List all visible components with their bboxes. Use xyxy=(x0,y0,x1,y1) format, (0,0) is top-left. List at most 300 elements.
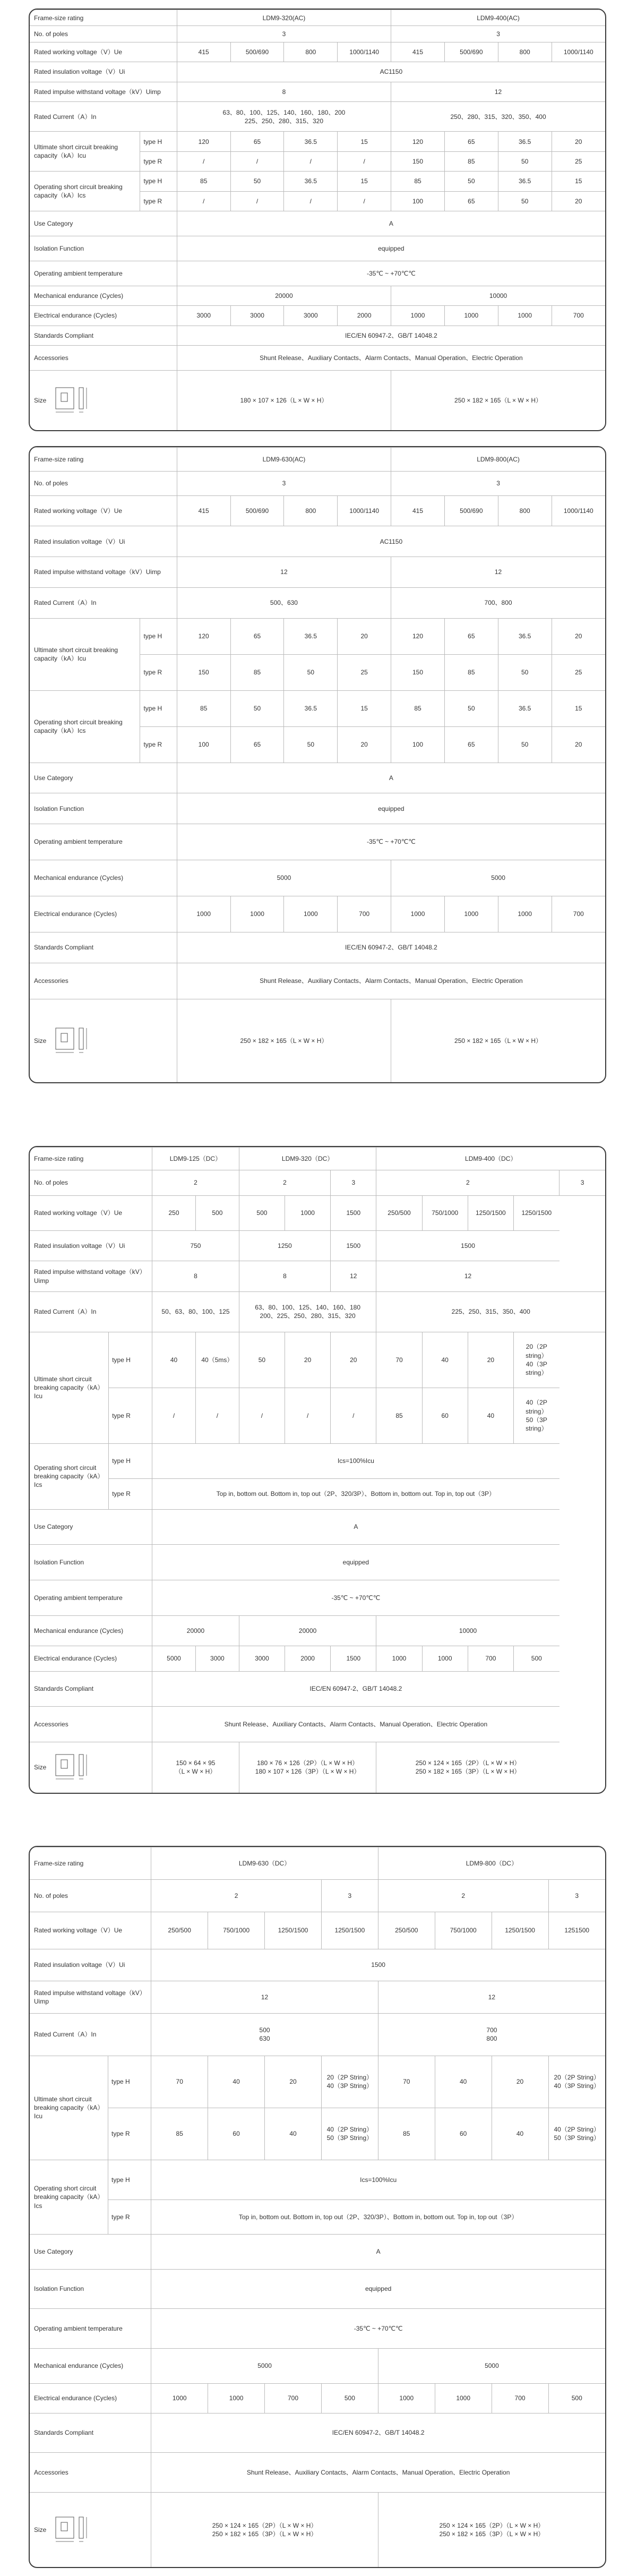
table-cell: Shunt Release、Auxiliary Contacts、Alarm Contacts、Manual Operation、Electric Operation xyxy=(177,346,605,371)
table-cell: 250 xyxy=(152,1195,196,1231)
table-cell: 700 800 xyxy=(378,2014,605,2056)
table-row xyxy=(30,2383,605,2413)
table-cell: 20（2P String） 40（3P String） xyxy=(548,2056,605,2108)
table-row xyxy=(30,2269,605,2309)
table-cell: 415 xyxy=(391,495,445,526)
size-label: Size xyxy=(34,1037,47,1045)
row-label-use-category: Use Category xyxy=(30,763,177,793)
table-cell: 1000 xyxy=(444,896,498,932)
table-cell: 1000 xyxy=(151,2383,208,2413)
table-cell: 700 xyxy=(338,896,391,932)
table-cell: 20000 xyxy=(239,1615,376,1646)
table-cell: -35℃ ~ +70℃℃ xyxy=(177,824,605,860)
table-cell: 150 xyxy=(391,151,445,171)
breaker-size-drawing-icon xyxy=(54,386,91,415)
table-cell: Shunt Release、Auxiliary Contacts、Alarm Contacts、Manual Operation、Electric Operation xyxy=(177,963,605,999)
table-row xyxy=(30,860,605,896)
table-row xyxy=(30,1261,605,1291)
table-cell: 40 xyxy=(492,2108,548,2160)
table-cell: 700 xyxy=(552,896,605,932)
table-cell: 65 xyxy=(230,132,284,151)
row-label-rated-impulse-withstand-voltage-kv-uimp: Rated impulse withstand voltage（kV）Uimp xyxy=(30,1261,152,1291)
table-cell: 15 xyxy=(338,690,391,726)
table-cell: 50 xyxy=(230,172,284,191)
table-row xyxy=(30,1388,605,1443)
table-cell: 60 xyxy=(208,2108,265,2160)
table-row xyxy=(30,1509,605,1545)
row-label-mechanical-endurance-cycles: Mechanical endurance (Cycles) xyxy=(30,860,177,896)
table-row xyxy=(30,1231,605,1261)
table-cell: 70 xyxy=(378,2056,435,2108)
table-row xyxy=(30,1981,605,2014)
table-cell: 10000 xyxy=(376,1615,559,1646)
table-cell: 500/690 xyxy=(230,495,284,526)
breaker-size-drawing-icon xyxy=(54,1026,91,1056)
table-cell: 1000/1140 xyxy=(552,42,605,62)
table-row xyxy=(30,2349,605,2383)
table-cell: / xyxy=(338,191,391,211)
sub-label: type H xyxy=(140,690,177,726)
table-cell: A xyxy=(151,2235,605,2269)
table-cell: LDM9-320(AC) xyxy=(177,10,391,26)
table-cell: 1000 xyxy=(391,896,445,932)
table-cell: 12 xyxy=(331,1261,376,1291)
table-cell: 3 xyxy=(559,1170,605,1195)
table-cell: IEC/EN 60947-2、GB/T 14048.2 xyxy=(151,2413,605,2453)
table-cell: 250 × 182 × 165（L × W × H） xyxy=(391,370,605,430)
table-cell: 500、630 xyxy=(177,587,391,618)
table-cell: IEC/EN 60947-2、GB/T 14048.2 xyxy=(152,1671,559,1707)
sub-label: type H xyxy=(108,2056,151,2108)
table-cell: 60 xyxy=(435,2108,492,2160)
table-row xyxy=(30,2160,605,2200)
row-label-use-category: Use Category xyxy=(30,1509,152,1545)
table-cell: 1500 xyxy=(331,1195,376,1231)
table-cell: AC1150 xyxy=(177,526,605,557)
table-cell: 10000 xyxy=(391,286,605,305)
row-label-rated-insulation-voltage-v-ui: Rated insulation voltage（V）Ui xyxy=(30,62,177,82)
table-cell: 500 xyxy=(513,1646,559,1671)
table-cell: 63、80、100、125、140、160、180、200 225、250、280、315、320 xyxy=(177,102,391,132)
row-label-frame-size-rating: Frame-size rating xyxy=(30,1847,151,1880)
table-cell: LDM9-630（DC） xyxy=(151,1847,378,1880)
table-cell: equipped xyxy=(151,2269,605,2309)
table-cell: 65 xyxy=(444,132,498,151)
table-cell: 1500 xyxy=(331,1646,376,1671)
table-cell: 1000 xyxy=(444,306,498,326)
table-row xyxy=(30,211,605,236)
table-cell: Shunt Release、Auxiliary Contacts、Alarm Contacts、Manual Operation、Electric Operation xyxy=(152,1707,559,1742)
table-cell: 20 xyxy=(338,726,391,763)
table-row xyxy=(30,1332,605,1388)
table-cell: 36.5 xyxy=(498,690,552,726)
table-cell: 5000 xyxy=(391,860,605,896)
row-label-standards-compliant: Standards Compliant xyxy=(30,2413,151,2453)
table-row xyxy=(30,306,605,326)
table-row xyxy=(30,1879,605,1912)
table-cell: 2 xyxy=(152,1170,239,1195)
row-label-rated-insulation-voltage-v-ui: Rated insulation voltage（V）Ui xyxy=(30,1949,151,1981)
size-label: Size xyxy=(34,2526,47,2534)
table-cell: 12 xyxy=(391,557,605,588)
table-cell: 65 xyxy=(230,726,284,763)
table-cell: Top in, bottom out. Bottom in, top out（2P、320/3P）、Bottom in, bottom out. Top in, top out（3P） xyxy=(151,2200,605,2234)
table-cell: 415 xyxy=(177,495,230,526)
table-cell: 40（5ms） xyxy=(195,1332,239,1388)
table-row xyxy=(30,42,605,62)
table-cell: 3 xyxy=(548,1879,605,1912)
table-cell: 50 xyxy=(284,726,338,763)
row-label-isolation-function: Isolation Function xyxy=(30,793,177,824)
table-cell: / xyxy=(284,151,338,171)
table-cell: 15 xyxy=(338,132,391,151)
table-cell: 85 xyxy=(378,2108,435,2160)
table-cell: A xyxy=(177,211,605,236)
row-label-mechanical-endurance-cycles: Mechanical endurance (Cycles) xyxy=(30,2349,151,2383)
table-cell: / xyxy=(177,151,230,171)
sub-label: type H xyxy=(140,618,177,654)
row-label-electrical-endurance-cycles: Electrical endurance (Cycles) xyxy=(30,896,177,932)
table-row xyxy=(30,326,605,345)
table-cell: LDM9-630(AC) xyxy=(177,448,391,472)
table-cell: 250/500 xyxy=(378,1912,435,1949)
table-cell: 20 xyxy=(552,726,605,763)
spec-table-panel-2 xyxy=(29,446,606,1083)
table-row xyxy=(30,1479,605,1509)
table-cell: 100 xyxy=(391,191,445,211)
table-cell: / xyxy=(177,191,230,211)
row-label-frame-size-rating: Frame-size rating xyxy=(30,1148,152,1170)
table-cell: 15 xyxy=(552,690,605,726)
row-label-ultimate-short-circuit-breaking-capacity: Ultimate short circuit breaking capacity（kA）Icu xyxy=(30,618,140,690)
table-cell: LDM9-800（DC） xyxy=(378,1847,605,1880)
table-row xyxy=(30,132,605,151)
table-row xyxy=(30,1949,605,1981)
row-label-electrical-endurance-cycles: Electrical endurance (Cycles) xyxy=(30,1646,152,1671)
table-cell: 85 xyxy=(177,172,230,191)
table-cell: 50 xyxy=(498,654,552,690)
table-cell: / xyxy=(331,1388,376,1443)
table-cell: 70 xyxy=(151,2056,208,2108)
table-cell: 50 xyxy=(498,151,552,171)
table-row xyxy=(30,261,605,286)
table-row xyxy=(30,370,605,430)
table-cell: 3 xyxy=(177,472,391,495)
table-cell: 700、800 xyxy=(391,587,605,618)
row-label-mechanical-endurance-cycles: Mechanical endurance (Cycles) xyxy=(30,286,177,305)
table-cell: 1000 xyxy=(230,896,284,932)
table-row xyxy=(30,1580,605,1615)
row-label-operating-short-circuit-breaking-capacit: Operating short circuit breaking capacity（kA）Ics xyxy=(30,2160,108,2234)
table-cell: 60 xyxy=(422,1388,468,1443)
spec-table-panel-1 xyxy=(29,8,606,431)
table-cell: 63、80、100、125、140、160、180 200、225、250、280、315、320 xyxy=(239,1291,376,1332)
table-cell: 1000/1140 xyxy=(338,495,391,526)
table-cell: 1000 xyxy=(391,306,445,326)
breaker-size-drawing-icon xyxy=(54,1752,91,1782)
table-cell: 120 xyxy=(391,618,445,654)
table-cell: 1000 xyxy=(177,896,230,932)
spec-table-panel-4 xyxy=(29,1846,606,2568)
row-label-isolation-function: Isolation Function xyxy=(30,1545,152,1580)
table-cell: 20（2P string） 40（3P string） xyxy=(513,1332,559,1388)
sub-label: type H xyxy=(140,172,177,191)
table-cell: equipped xyxy=(177,793,605,824)
breaker-size-drawing-icon xyxy=(54,2515,91,2545)
row-label-isolation-function: Isolation Function xyxy=(30,236,177,261)
table-cell: 120 xyxy=(177,132,230,151)
size-label: Size xyxy=(34,1764,47,1771)
table-cell: 3 xyxy=(321,1879,378,1912)
spec-table xyxy=(30,10,605,430)
table-cell: IEC/EN 60947-2、GB/T 14048.2 xyxy=(177,326,605,345)
table-cell: 40 xyxy=(208,2056,265,2108)
table-cell: 500 xyxy=(239,1195,285,1231)
table-cell: 1000 xyxy=(498,306,552,326)
table-cell: 180 × 76 × 126（2P）（L × W × H） 180 × 107 × 126（3P）（L × W × H） xyxy=(239,1742,376,1793)
row-label-operating-ambient-temperature: Operating ambient temperature xyxy=(30,824,177,860)
table-cell: 20 xyxy=(265,2056,322,2108)
table-row xyxy=(30,1671,605,1707)
size-label-cell xyxy=(30,370,177,430)
table-row xyxy=(30,1646,605,1671)
row-label-rated-impulse-withstand-voltage-kv-uimp: Rated impulse withstand voltage（kV）Uimp xyxy=(30,82,177,101)
table-cell: 250 × 182 × 165（L × W × H） xyxy=(391,999,605,1082)
table-cell: 750/1000 xyxy=(208,1912,265,1949)
table-cell: 8 xyxy=(239,1261,330,1291)
table-row xyxy=(30,1707,605,1742)
table-cell: 3 xyxy=(391,26,605,42)
row-label-ultimate-short-circuit-breaking-capacity: Ultimate short circuit breaking capacity（kA）Icu xyxy=(30,132,140,172)
table-cell: 2000 xyxy=(285,1646,331,1671)
table-cell: 250 × 124 × 165（2P）（L × W × H） 250 × 182 × 165（3P）（L × W × H） xyxy=(376,1742,559,1793)
table-cell: LDM9-800(AC) xyxy=(391,448,605,472)
table-cell: 12 xyxy=(391,82,605,101)
table-cell: 5000 xyxy=(378,2349,605,2383)
table-cell: 3 xyxy=(177,26,391,42)
row-label-operating-ambient-temperature: Operating ambient temperature xyxy=(30,261,177,286)
table-cell: 180 × 107 × 126（L × W × H） xyxy=(177,370,391,430)
table-cell: 3000 xyxy=(177,306,230,326)
table-cell: 1000 xyxy=(285,1195,331,1231)
table-cell: 65 xyxy=(444,618,498,654)
table-cell: 700 xyxy=(492,2383,548,2413)
row-label-rated-current-a-in: Rated Current（A）In xyxy=(30,2014,151,2056)
table-cell: 8 xyxy=(177,82,391,101)
table-cell: 120 xyxy=(391,132,445,151)
table-cell: 750/1000 xyxy=(422,1195,468,1231)
sub-label: type H xyxy=(109,1332,152,1388)
table-cell: 100 xyxy=(177,726,230,763)
table-cell: 12 xyxy=(177,557,391,588)
table-cell: -35℃ ~ +70℃℃ xyxy=(152,1580,559,1615)
table-cell: Shunt Release、Auxiliary Contacts、Alarm Contacts、Manual Operation、Electric Operation xyxy=(151,2453,605,2493)
table-cell: 40 xyxy=(265,2108,322,2160)
table-cell: LDM9-320（DC） xyxy=(239,1148,376,1170)
table-cell: 2000 xyxy=(338,306,391,326)
table-cell: IEC/EN 60947-2、GB/T 14048.2 xyxy=(177,932,605,963)
table-cell: 36.5 xyxy=(498,618,552,654)
row-label-rated-working-voltage-v-ue: Rated working voltage（V）Ue xyxy=(30,42,177,62)
table-row xyxy=(30,1148,605,1170)
row-label-rated-working-voltage-v-ue: Rated working voltage（V）Ue xyxy=(30,495,177,526)
table-row xyxy=(30,2235,605,2269)
table-cell: 36.5 xyxy=(284,690,338,726)
row-label-standards-compliant: Standards Compliant xyxy=(30,326,177,345)
size-label-cell xyxy=(30,2493,151,2567)
table-cell: 20000 xyxy=(177,286,391,305)
table-cell: 500/690 xyxy=(444,495,498,526)
table-cell: 36.5 xyxy=(284,132,338,151)
table-cell: 1000/1140 xyxy=(338,42,391,62)
table-row xyxy=(30,102,605,132)
table-cell: 2 xyxy=(239,1170,330,1195)
table-row xyxy=(30,286,605,305)
table-cell: A xyxy=(177,763,605,793)
row-label-mechanical-endurance-cycles: Mechanical endurance (Cycles) xyxy=(30,1615,152,1646)
table-cell: 500/690 xyxy=(444,42,498,62)
table-cell: -35℃ ~ +70℃℃ xyxy=(177,261,605,286)
table-cell: 40 xyxy=(468,1388,513,1443)
row-label-operating-short-circuit-breaking-capacit: Operating short circuit breaking capacity（kA）Ics xyxy=(30,172,140,211)
table-cell: 500 xyxy=(321,2383,378,2413)
table-cell: 3 xyxy=(331,1170,376,1195)
table-cell: LDM9-400(AC) xyxy=(391,10,605,26)
table-cell: 2 xyxy=(378,1879,548,1912)
table-cell: 3 xyxy=(391,472,605,495)
table-cell: 65 xyxy=(444,726,498,763)
table-cell: 85 xyxy=(391,172,445,191)
table-row xyxy=(30,472,605,495)
table-cell: 3000 xyxy=(195,1646,239,1671)
row-label-electrical-endurance-cycles: Electrical endurance (Cycles) xyxy=(30,306,177,326)
table-cell: 25 xyxy=(552,654,605,690)
table-cell: 85 xyxy=(151,2108,208,2160)
table-cell: LDM9-400（DC） xyxy=(376,1148,605,1170)
table-row xyxy=(30,1545,605,1580)
sub-label: type R xyxy=(140,726,177,763)
table-cell: 20 xyxy=(285,1332,331,1388)
table-cell: 85 xyxy=(230,654,284,690)
table-cell: 85 xyxy=(376,1388,422,1443)
table-cell: 20（2P String） 40（3P String） xyxy=(321,2056,378,2108)
table-cell: 20 xyxy=(552,618,605,654)
table-cell: 65 xyxy=(444,191,498,211)
table-cell: Ics=100%Icu xyxy=(151,2160,605,2200)
table-cell: 1251500 xyxy=(548,1912,605,1949)
table-cell: 1250/1500 xyxy=(492,1912,548,1949)
table-cell: 250、280、315、320、350、400 xyxy=(391,102,605,132)
table-cell: 1250/1500 xyxy=(513,1195,559,1231)
table-cell: 1000 xyxy=(435,2383,492,2413)
table-cell: 36.5 xyxy=(498,172,552,191)
spec-table xyxy=(30,447,605,1082)
table-cell: 5000 xyxy=(152,1646,196,1671)
sub-label: type R xyxy=(109,1388,152,1443)
table-cell: 20 xyxy=(552,132,605,151)
table-cell: equipped xyxy=(177,236,605,261)
table-row xyxy=(30,82,605,101)
table-cell: 700 xyxy=(552,306,605,326)
spec-table xyxy=(30,1847,605,2567)
table-cell: 70 xyxy=(376,1332,422,1388)
table-row xyxy=(30,1847,605,1880)
table-cell: 150 × 64 × 95 （L × W × H） xyxy=(152,1742,239,1793)
table-cell: 15 xyxy=(338,172,391,191)
row-label-standards-compliant: Standards Compliant xyxy=(30,932,177,963)
table-cell: 3000 xyxy=(284,306,338,326)
table-cell: 120 xyxy=(177,618,230,654)
table-cell: 50 xyxy=(498,191,552,211)
table-row xyxy=(30,618,605,654)
sub-label: type H xyxy=(108,2160,151,2200)
sub-label: type H xyxy=(109,1443,152,1479)
table-cell: 800 xyxy=(498,42,552,62)
sub-label: type R xyxy=(140,654,177,690)
table-row xyxy=(30,557,605,588)
table-cell: 50 xyxy=(239,1332,285,1388)
table-cell: Top in, bottom out. Bottom in, top out（2P、320/3P）、Bottom in, bottom out. Top in, top out（3P） xyxy=(152,1479,559,1509)
table-row xyxy=(30,793,605,824)
table-cell: 12 xyxy=(151,1981,378,2014)
sub-label: type R xyxy=(108,2108,151,2160)
row-label-rated-impulse-withstand-voltage-kv-uimp: Rated impulse withstand voltage（kV）Uimp xyxy=(30,1981,151,2014)
table-row xyxy=(30,2056,605,2108)
table-cell: Ics=100%Icu xyxy=(152,1443,559,1479)
table-cell: 20 xyxy=(492,2056,548,2108)
table-row xyxy=(30,1170,605,1195)
table-cell: 250 × 124 × 165（2P）（L × W × H） 250 × 182 × 165（3P）（L × W × H） xyxy=(378,2493,605,2567)
table-cell: 20 xyxy=(468,1332,513,1388)
table-cell: 40（2P String） 50（3P String） xyxy=(548,2108,605,2160)
sub-label: type R xyxy=(140,191,177,211)
table-row xyxy=(30,2309,605,2349)
table-cell: 1000 xyxy=(378,2383,435,2413)
table-cell: 700 xyxy=(265,2383,322,2413)
table-row xyxy=(30,896,605,932)
table-cell: 800 xyxy=(498,495,552,526)
table-cell: 25 xyxy=(338,654,391,690)
table-cell: -35℃ ~ +70℃℃ xyxy=(151,2309,605,2349)
table-cell: / xyxy=(152,1388,196,1443)
table-cell: 50 xyxy=(444,690,498,726)
table-cell: 25 xyxy=(552,151,605,171)
table-cell: / xyxy=(285,1388,331,1443)
table-row xyxy=(30,587,605,618)
sub-label: type R xyxy=(108,2200,151,2234)
table-cell: 36.5 xyxy=(284,172,338,191)
row-label-rated-current-a-in: Rated Current（A）In xyxy=(30,1291,152,1332)
table-cell: 12 xyxy=(378,1981,605,2014)
table-cell: 500 630 xyxy=(151,2014,378,2056)
table-cell: 40（2P String） 50（3P String） xyxy=(321,2108,378,2160)
row-label-use-category: Use Category xyxy=(30,2235,151,2269)
row-label-no-of-poles: No. of poles xyxy=(30,26,177,42)
table-cell: 500/690 xyxy=(230,42,284,62)
table-cell: / xyxy=(230,191,284,211)
table-cell: 1000 xyxy=(208,2383,265,2413)
table-cell: / xyxy=(338,151,391,171)
table-cell: 250/500 xyxy=(151,1912,208,1949)
table-cell: 1000 xyxy=(422,1646,468,1671)
table-cell: 700 xyxy=(468,1646,513,1671)
table-cell: 100 xyxy=(391,726,445,763)
table-cell: 20 xyxy=(331,1332,376,1388)
table-cell: 20 xyxy=(338,618,391,654)
table-row xyxy=(30,763,605,793)
table-cell: 1500 xyxy=(376,1231,559,1261)
table-row xyxy=(30,448,605,472)
